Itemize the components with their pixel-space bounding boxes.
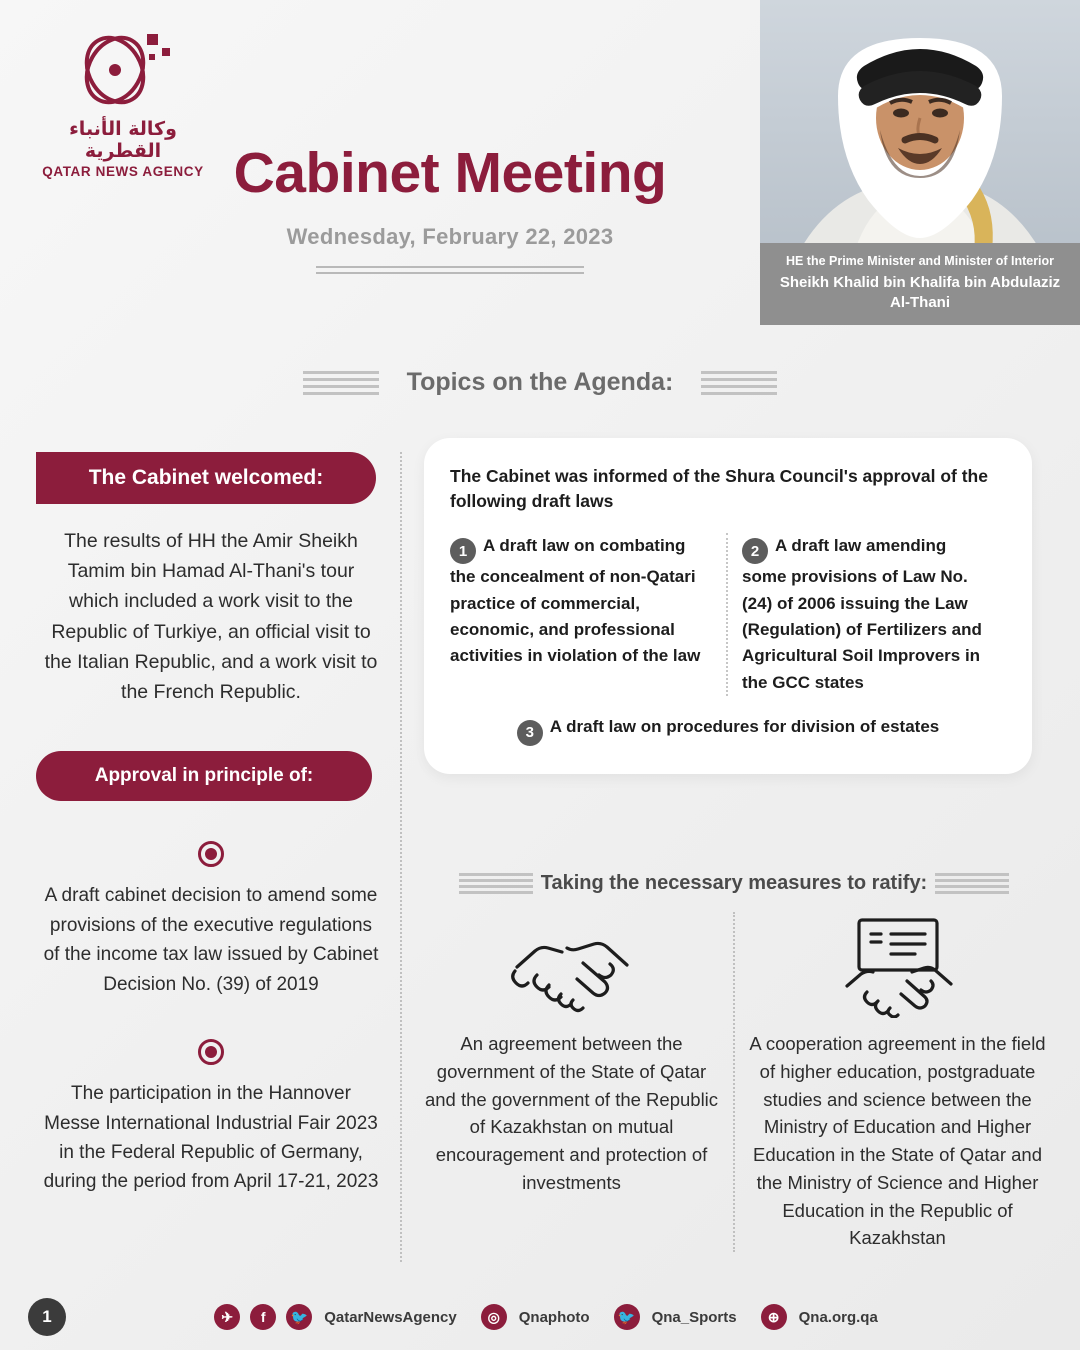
page-title: Cabinet Meeting	[233, 141, 667, 205]
title-block	[150, 140, 750, 274]
ratify-heading-row	[424, 872, 1044, 895]
portrait-caption	[760, 243, 1080, 325]
signed-document-handshake-icon	[747, 912, 1048, 1018]
ratify-heading: Taking the necessary measures to ratify:	[540, 872, 928, 894]
approval-pill: Approval in principle of:	[36, 751, 372, 801]
instagram-icon[interactable]: ◎	[481, 1304, 507, 1330]
shura-item-2	[728, 533, 1006, 696]
approval-item-2	[36, 1039, 386, 1197]
pm-portrait-photo	[760, 0, 1080, 250]
column-divider	[400, 452, 402, 1262]
social-bar	[26, 1304, 1080, 1330]
ratify-item-1	[410, 912, 735, 1252]
handshake-icon	[422, 912, 721, 1018]
qna-sports-handle: Qna_Sports	[651, 1308, 737, 1326]
logo-english-name: QATAR NEWS AGENCY	[42, 164, 204, 179]
shura-council-card	[424, 438, 1032, 774]
website-handle: Qna.org.qa	[798, 1308, 878, 1326]
globe-icon[interactable]: ⊕	[761, 1304, 787, 1330]
approval-item-2-text: The participation in the Hannover Messe International Industrial Fair 2023 in the Federal Republic of Germany, during the period from April 17-21, 2023	[43, 1083, 379, 1193]
shura-item-1-number: 1	[450, 538, 476, 564]
left-column	[36, 452, 386, 1197]
approval-item-1	[36, 841, 386, 999]
agenda-heading: Topics on the Agenda:	[406, 368, 674, 396]
pm-name: Sheikh Khalid bin Khalifa bin Abdulaziz Al-Thani	[779, 273, 1061, 312]
title-divider	[150, 266, 750, 274]
ratify-item-1-text: An agreement between the government of the State of Qatar and the government of the Republic of Kazakhstan on mutual encouragement and protection of investments	[424, 1033, 719, 1193]
hatch-right-small-icon	[935, 873, 1009, 894]
meeting-date: Wednesday, February 22, 2023	[286, 224, 614, 249]
cabinet-welcomed-pill: The Cabinet welcomed:	[36, 452, 376, 504]
telegram-icon[interactable]: ✈	[214, 1304, 240, 1330]
twitter-sports-icon[interactable]: 🐦	[614, 1304, 640, 1330]
twitter-icon[interactable]: 🐦	[286, 1304, 312, 1330]
hatch-left-icon	[303, 371, 379, 395]
ratify-item-2	[735, 912, 1060, 1252]
shura-item-2-number: 2	[742, 538, 768, 564]
pm-role: HE the Prime Minister and Minister of Interior	[785, 254, 1055, 268]
bullet-dot-icon	[198, 841, 224, 867]
shura-item-3-text: A draft law on procedures for division of estates	[549, 717, 940, 737]
approval-item-1-text: A draft cabinet decision to amend some provisions of the executive regulations of the income tax law issued by Cabinet Decision No. (39) of 2019	[43, 885, 379, 995]
facebook-icon[interactable]: f	[250, 1304, 276, 1330]
qnaphoto-handle: Qnaphoto	[518, 1308, 590, 1326]
shura-item-3-number: 3	[517, 720, 543, 746]
cabinet-welcomed-text: The results of HH the Amir Sheikh Tamim bin Hamad Al-Thani's tour which included a work visit to the Republic of Turkiye, an official visit to the Italian Republic, and a work visit to the French Republic.	[44, 530, 378, 704]
qna-logo-icon	[38, 24, 208, 116]
footer	[0, 1284, 1080, 1350]
qna-handle: QatarNewsAgency	[324, 1308, 457, 1326]
hatch-left-small-icon	[459, 873, 533, 894]
shura-item-3	[450, 714, 1006, 746]
hatch-right-icon	[701, 371, 777, 395]
ratify-items	[410, 912, 1060, 1252]
logo-arabic-name: وكالة الأنباء القطرية	[69, 118, 177, 162]
agenda-heading-row	[0, 368, 1080, 397]
shura-item-1	[450, 533, 728, 696]
ratify-item-2-text: A cooperation agreement in the field of higher education, postgraduate studies and science between the Ministry of Education and Higher Education in the State of Qatar and the Ministry of Science and Higher Education in the Republic of Kazakhstan	[749, 1033, 1046, 1249]
shura-item-1-text: A draft law on combating the concealment of non-Qatari practice of commercial, economic, and professional activities in violation of the law	[450, 535, 701, 666]
shura-item-2-text: A draft law amending some provisions of Law No. (24) of 2006 issuing the Law (Regulation) of Fertilizers and Agricultural Soil Improvers in the GCC states	[742, 535, 982, 692]
shura-lead-text: The Cabinet was informed of the Shura Council's approval of the following draft laws	[450, 466, 988, 512]
bullet-dot-icon-2	[198, 1039, 224, 1065]
page-number: 1	[28, 1298, 66, 1336]
